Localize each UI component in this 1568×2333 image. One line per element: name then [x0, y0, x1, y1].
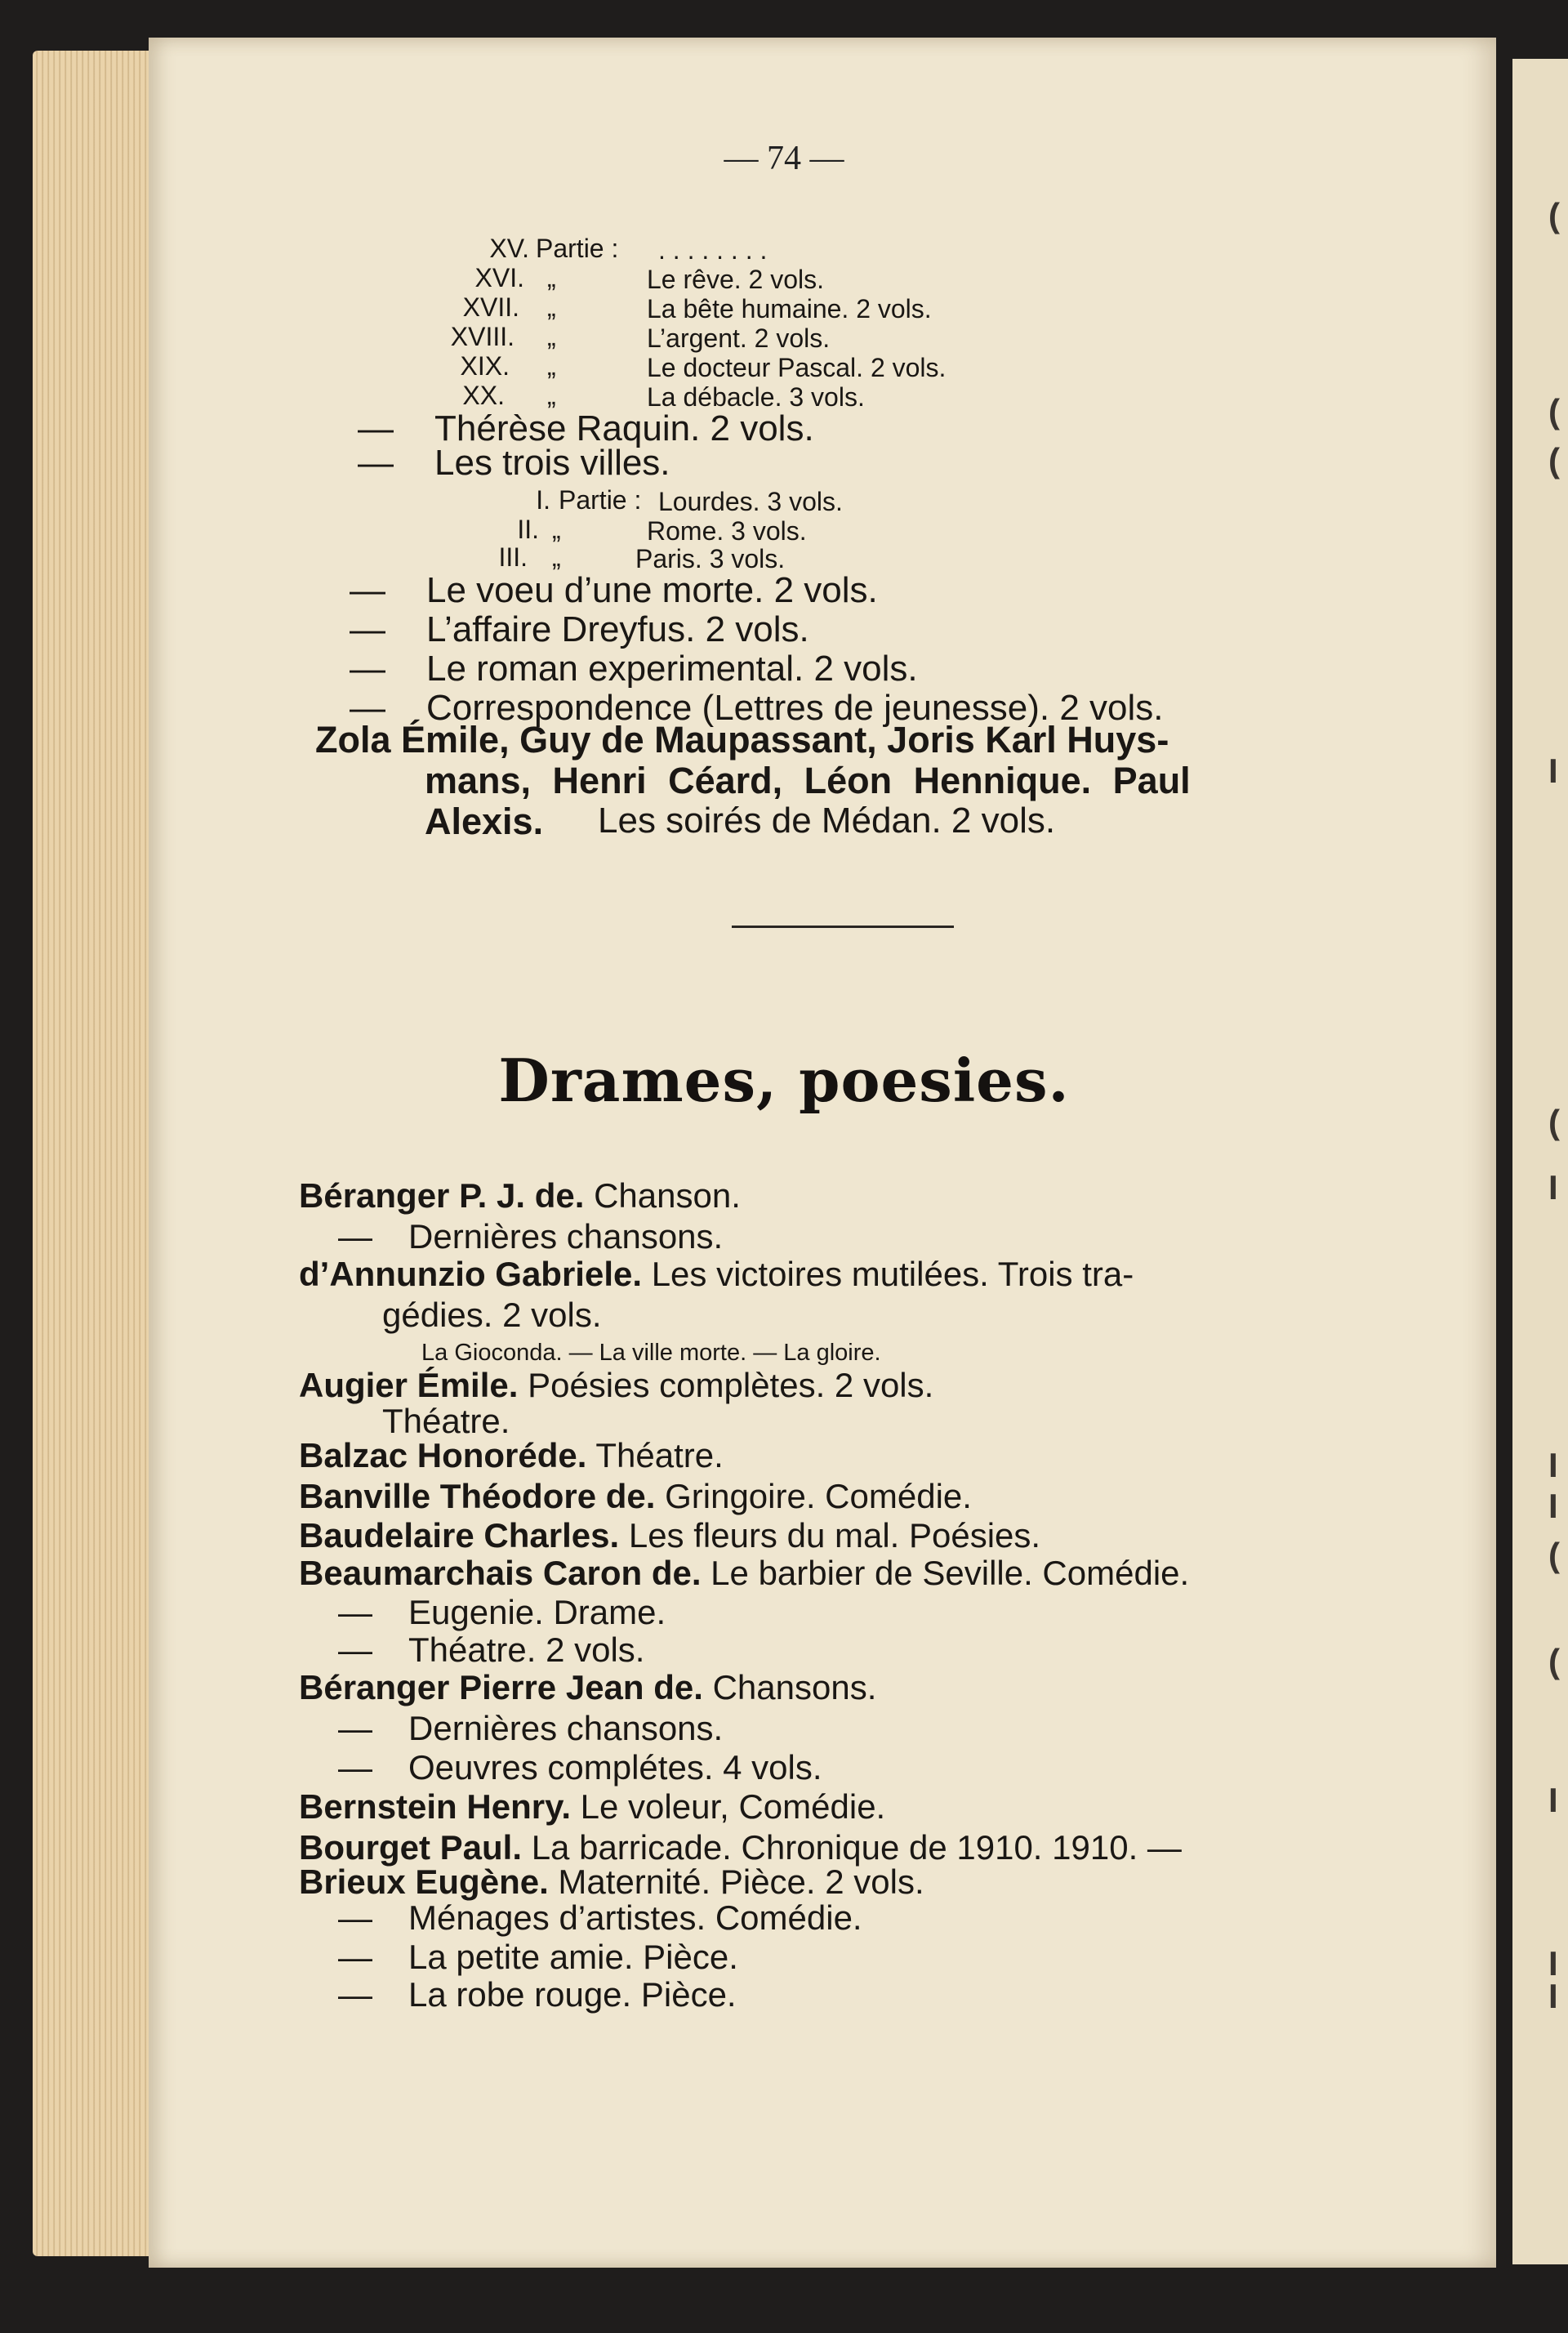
entry-dash: — — [338, 1630, 372, 1669]
part-ditto-mark: „ — [552, 515, 561, 544]
entry-dash: — — [358, 443, 394, 483]
entry-text: La petite amie. Pièce. — [408, 1938, 738, 1976]
part-number: XIX. — [460, 351, 510, 381]
entry-title: Chansons. — [702, 1668, 877, 1706]
facing-page-glyph: I — [1548, 1977, 1558, 2015]
bibliography-entry — [299, 1366, 933, 1405]
part-title: . . . . . . . . — [658, 235, 768, 265]
bibliography-entry — [299, 1516, 1040, 1555]
part-number: XVIII. — [450, 322, 514, 351]
entry-text: Théatre. 2 vols. — [408, 1630, 645, 1669]
part-title: L’argent. 2 vols. — [647, 323, 831, 353]
part-ditto-mark: Partie : — [536, 234, 619, 263]
part-ditto-mark: „ — [547, 263, 556, 292]
entry-title: Les fleurs du mal. Poésies. — [619, 1516, 1041, 1555]
entry-author: Béranger Pierre Jean de. — [299, 1668, 703, 1706]
entry-dash: — — [350, 570, 385, 610]
entry-title: Poésies complètes. 2 vols. — [518, 1366, 934, 1404]
entry-text: Correspondence (Lettres de jeunesse). 2 vols. — [426, 688, 1164, 728]
facing-page-glyph: I — [1548, 1944, 1558, 1983]
entry-text: Eugenie. Drame. — [408, 1593, 666, 1631]
entry-text: Oeuvres complétes. 4 vols. — [408, 1748, 822, 1787]
part-title: La bête humaine. 2 vols. — [647, 294, 932, 323]
facing-page-glyph: ( — [1548, 392, 1560, 430]
bibliography-entry — [299, 1176, 741, 1216]
author-line: Alexis. — [425, 801, 544, 842]
entry-title: Les victoires mutilées. Trois tra- — [642, 1255, 1134, 1293]
entry-text: Les trois villes. — [434, 443, 670, 483]
part-ditto-mark: Partie : — [559, 485, 642, 515]
facing-page-glyph: ( — [1548, 1536, 1560, 1574]
part-ditto-mark: „ — [547, 322, 556, 351]
facing-page-glyph: I — [1548, 752, 1558, 790]
entry-dash: — — [338, 1748, 372, 1787]
entry-title: Gringoire. Comédie. — [655, 1477, 972, 1515]
part-ditto-mark: „ — [547, 381, 556, 410]
entry-dash: — — [338, 1975, 372, 2014]
entry-author: Beaumarchais Caron de. — [299, 1554, 702, 1592]
entry-text: Les soirés de Médan. 2 vols. — [598, 801, 1056, 841]
entry-author: Augier Émile. — [299, 1366, 519, 1404]
part-title: La débacle. 3 vols. — [647, 382, 865, 412]
part-title: Paris. 3 vols. — [635, 544, 786, 573]
bibliography-entry — [299, 1477, 972, 1516]
bibliography-entry — [299, 1255, 1134, 1294]
facing-page-glyph: ( — [1548, 1642, 1560, 1680]
entry-dash: — — [350, 609, 385, 649]
entry-title: Le barbier de Seville. Comédie. — [701, 1554, 1190, 1592]
entry-title: Le voleur, Comédie. — [571, 1787, 886, 1826]
entry-dash: — — [350, 649, 385, 689]
entry-dash: — — [338, 1938, 372, 1976]
part-number: XVI. — [474, 263, 524, 292]
entry-author: Baudelaire Charles. — [299, 1516, 620, 1555]
part-ditto-mark: „ — [547, 351, 556, 381]
section-heading: Drames, poesies. — [498, 1046, 1070, 1115]
author-line: Zola Émile, Guy de Maupassant, Joris Karl Huys- — [315, 719, 1169, 761]
entry-contents-note: La Gioconda. — La ville morte. — La gloire. — [421, 1340, 881, 1366]
entry-title: Chanson. — [584, 1176, 741, 1215]
entry-author: Bernstein Henry. — [299, 1787, 571, 1826]
entry-author: Banville Théodore de. — [299, 1477, 656, 1515]
entry-text: L’affaire Dreyfus. 2 vols. — [426, 609, 809, 649]
bibliography-entry — [299, 1787, 885, 1827]
entry-author: Balzac Honoréde. — [299, 1436, 587, 1474]
entry-author: Bourget Paul. — [299, 1828, 523, 1867]
entry-dash: — — [338, 1898, 372, 1937]
facing-page-glyph: ( — [1548, 196, 1560, 234]
part-number: XX. — [462, 381, 505, 410]
facing-page-glyph: I — [1548, 1487, 1558, 1525]
book-page-edges — [33, 51, 163, 2256]
part-title: Le docteur Pascal. 2 vols. — [647, 353, 947, 382]
entry-dash: — — [338, 1709, 372, 1747]
part-number: XVII. — [462, 292, 519, 322]
entry-author: Béranger P. J. de. — [299, 1176, 585, 1215]
facing-page-glyph: ( — [1548, 441, 1560, 480]
part-number: XV. — [489, 234, 529, 263]
entry-author: Brieux Eugène. — [299, 1862, 549, 1901]
entry-dash: — — [350, 688, 385, 728]
part-number: III. — [498, 542, 528, 572]
part-number: I. — [536, 485, 550, 515]
entry-text: Le voeu d’une morte. 2 vols. — [426, 570, 878, 610]
part-title: Rome. 3 vols. — [647, 516, 807, 546]
section-divider — [732, 926, 954, 928]
entry-text: Dernières chansons. — [408, 1217, 724, 1256]
entry-continuation: gédies. 2 vols. — [382, 1296, 602, 1334]
entry-author: d’Annunzio Gabriele. — [299, 1255, 643, 1293]
entry-title: Maternité. Pièce. 2 vols. — [548, 1862, 924, 1901]
part-number: II. — [517, 515, 539, 544]
bibliography-entry — [299, 1862, 924, 1902]
part-ditto-mark: „ — [547, 292, 556, 322]
part-title: Lourdes. 3 vols. — [658, 487, 843, 516]
bibliography-entry — [299, 1554, 1189, 1593]
bibliography-entry — [299, 1828, 1182, 1867]
facing-page-glyph: I — [1548, 1781, 1558, 1819]
facing-page-glyph: I — [1548, 1168, 1558, 1207]
facing-page-glyph: I — [1548, 1446, 1558, 1484]
author-line: mans, Henri Céard, Léon Hennique. Paul — [425, 760, 1191, 801]
bibliography-entry — [299, 1436, 724, 1475]
next-page-edge — [1512, 59, 1568, 2264]
part-title: Le rêve. 2 vols. — [647, 265, 824, 294]
entry-text: Ménages d’artistes. Comédie. — [408, 1898, 862, 1937]
entry-dash: — — [338, 1217, 372, 1256]
entry-continuation: Théatre. — [382, 1402, 510, 1440]
entry-text: Thérèse Raquin. 2 vols. — [434, 408, 814, 448]
entry-dash: — — [338, 1593, 372, 1631]
facing-page-glyph: ( — [1548, 1103, 1560, 1141]
entry-text: Le roman experimental. 2 vols. — [426, 649, 918, 689]
entry-dash: — — [358, 408, 394, 448]
page-number: — 74 — — [724, 140, 844, 177]
entry-title: Théatre. — [586, 1436, 724, 1474]
entry-title: La barricade. Chronique de 1910. 1910. — — [522, 1828, 1182, 1867]
entry-text: La robe rouge. Pièce. — [408, 1975, 737, 2014]
entry-text: Dernières chansons. — [408, 1709, 724, 1747]
bibliography-entry — [299, 1668, 876, 1707]
part-ditto-mark: „ — [552, 542, 561, 572]
